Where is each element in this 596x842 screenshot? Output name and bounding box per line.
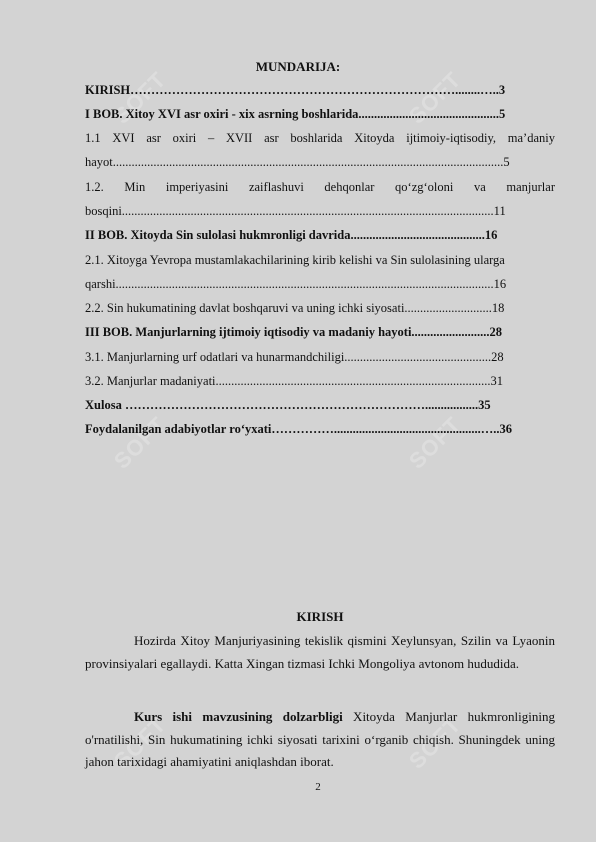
toc-entry-references[interactable]: Foydalanilgan adabiyotlar ro‘yxati……………...............................................…..36	[85, 422, 512, 436]
toc-entry-section-2-2[interactable]: 2.2. Sin hukumatining davlat boshqaruvi va uning ichki siyosati............................18	[85, 301, 505, 315]
toc-title: MUNDARIJA:	[255, 59, 341, 74]
toc-entry-section-3-1[interactable]: 3.1. Manjurlarning urf odatlari va hunarmandchiligi...............................................28	[85, 350, 504, 364]
toc-entry-chapter-3[interactable]: III BOB. Manjurlarning ijtimoiy iqtisodiy va madaniy hayoti.........................28	[85, 325, 503, 339]
toc-entry-chapter-2[interactable]: II BOB. Xitoyda Sin sulolasi hukmronligi davrida...........................................16	[85, 228, 498, 242]
toc-entry-chapter-1[interactable]: I BOB. Xitoy XVI asr oxiri - xix asrning boshlarida.............................................5	[85, 107, 506, 121]
paragraph-intro	[85, 630, 555, 675]
toc-entry-section-1-2-cont[interactable]: bosqini.......................................................................................................................11	[85, 204, 506, 218]
watermark-logo: SOFT	[403, 711, 466, 774]
section-title: KIRISH	[296, 609, 344, 624]
toc-entry-section-3-2[interactable]: 3.2. Manjurlar madaniyati........................................................................................31	[85, 374, 504, 388]
toc-entry-section-1-2[interactable]: 1.2. Min imperiyasini zaiflashuvi dehqonlar qo‘zg‘oloni va manjurlar	[85, 180, 555, 194]
page-number: 2	[315, 781, 321, 793]
toc-entry-section-2-1[interactable]: 2.1. Xitoyga Yevropa mustamlakachilarining kirib kelishi va Sin sulolasining ularga	[85, 253, 505, 267]
relevance-text: Xitoyda Manjurlar hukmronligining o'rnatilishi, Sin hukumatining ichki siyosati tarixini o‘rganib chiqish. Shuningdek uning jahon tarixidagi ahamiyatini aniqlashdan iborat.	[85, 709, 555, 769]
toc-entry-section-1-1[interactable]: 1.1 XVI asr oxiri – XVII asr boshlarida Xitoyda ijtimoiy-iqtisodiy, ma’daniy	[85, 131, 555, 145]
toc-entry-section-2-1-cont[interactable]: qarshi.........................................................................................................................16	[85, 277, 507, 291]
watermark-logo: SOFT	[403, 411, 466, 474]
watermark-logo: SOFT	[403, 66, 466, 129]
toc-entry-section-1-1-cont[interactable]: hayot.............................................................................................................................5	[85, 155, 510, 169]
toc-entry-kirish[interactable]: KIRISH……………………………………………………………………........…..3	[85, 83, 506, 97]
watermark-logo: SOFT	[108, 411, 171, 474]
watermark-logo: SOFT	[108, 66, 171, 129]
relevance-heading: Kurs ishi mavzusining dolzarbligi	[134, 709, 343, 724]
paragraph-intro-text: Hozirda Xitoy Manjuriyasining tekislik qismini Xeylunsyan, Szilin va Lyaonin provinsiyalari egallaydi. Katta Xingan tizmasi Ichki Mongoliya avtonom hududida.	[85, 633, 555, 671]
watermark-logo: SOFT	[108, 711, 171, 774]
paragraph-relevance	[85, 706, 555, 774]
toc-entry-conclusion[interactable]: Xulosa ……………………………………………………………….................35	[85, 398, 491, 412]
